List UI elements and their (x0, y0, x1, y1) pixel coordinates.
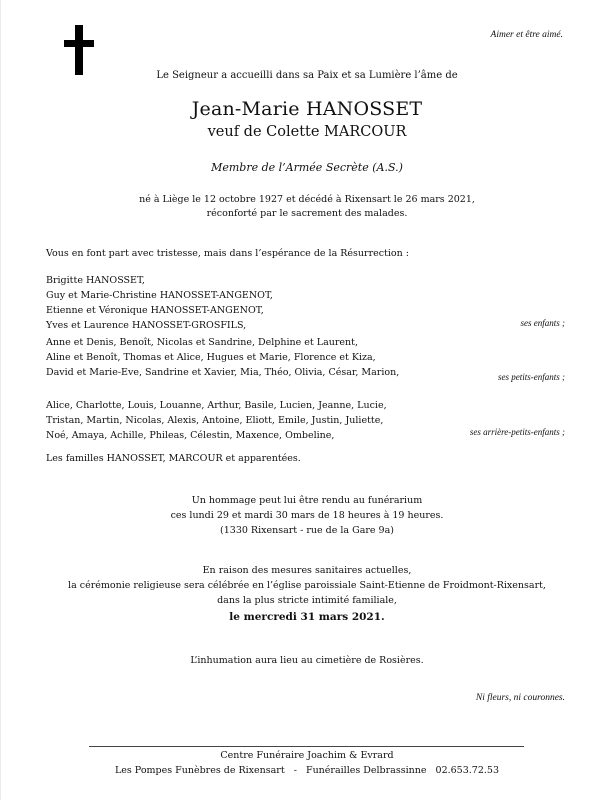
visitation-line: Un hommage peut lui être rendu au funérarium (191, 495, 423, 506)
ceremony-info (1, 563, 612, 608)
great-grandchildren-list (46, 398, 387, 443)
cross-icon (64, 25, 94, 75)
cross-horizontal-bar (64, 40, 94, 47)
grandchildren-list (46, 335, 399, 380)
ceremony-line: la cérémonie religieuse sera célébrée en l’église paroissiale Saint-Etienne de Froidmont-Rixensart, (68, 580, 546, 591)
deceased-name: Jean-Marie HANOSSET (191, 98, 423, 120)
visitation-address: (1330 Rixensart - rue de la Gare 9a) (220, 525, 394, 536)
list-item: Tristan, Martin, Nicolas, Alexis, Antoine, Eliott, Emile, Justin, Juliette, (46, 415, 384, 426)
families-line: Les familles HANOSSET, MARCOUR et apparentées. (46, 453, 301, 464)
birth-death-info (1, 193, 612, 221)
list-item: Guy et Marie-Christine HANOSSET-ANGENOT, (46, 290, 273, 301)
children-role: ses enfants ; (520, 318, 565, 328)
ceremony-line: dans la plus stricte intimité familiale, (217, 595, 397, 606)
intro-text: Le Seigneur a accueilli dans sa Paix et sa Lumière l’âme de (156, 70, 458, 81)
list-item: Brigitte HANOSSET, (46, 275, 145, 286)
membership: Membre de l’Armée Secrète (A.S.) (211, 161, 403, 174)
comfort-line: réconforté par le sacrement des malades. (206, 208, 408, 219)
birth-death-line: né à Liège le 12 octobre 1927 et décédé à Rixensart le 26 mars 2021, (139, 194, 475, 205)
list-item: Noé, Amaya, Achille, Phileas, Célestin, Maxence, Ombeline, (46, 430, 335, 441)
funeral-home-name: Centre Funéraire Joachim & Evrard (220, 750, 394, 761)
list-item: Yves et Laurence HANOSSET-GROSFILS, (46, 320, 247, 331)
no-flowers-note: Ni fleurs, ni couronnes. (475, 693, 565, 703)
ceremony-line: En raison des mesures sanitaires actuelles, (202, 565, 412, 576)
funeral-home-contact: Les Pompes Funèbres de Rixensart - Funérailles Delbrassinne 02.653.72.53 (114, 765, 499, 776)
widower-of: veuf de Colette MARCOUR (207, 124, 407, 140)
children-list (46, 273, 273, 333)
motto: Aimer et être aimé. (490, 30, 563, 40)
ceremony-date: le mercredi 31 mars 2021. (229, 611, 385, 623)
list-item: Anne et Denis, Benoît, Nicolas et Sandrine, Delphine et Laurent, (46, 337, 358, 348)
great-grandchildren-role: ses arrière-petits-enfants ; (469, 427, 565, 437)
burial-info: L’inhumation aura lieu au cimetière de Rosières. (190, 655, 424, 666)
cross-vertical-bar (75, 25, 83, 75)
announcement: Vous en font part avec tristesse, mais dans l’espérance de la Résurrection : (46, 248, 409, 259)
visitation-info (1, 493, 612, 538)
grandchildren-role: ses petits-enfants ; (498, 372, 565, 382)
list-item: Aline et Benoît, Thomas et Alice, Hugues et Marie, Florence et Kiza, (46, 352, 376, 363)
list-item: Alice, Charlotte, Louis, Louanne, Arthur, Basile, Lucien, Jeanne, Lucie, (46, 400, 387, 411)
visitation-line: ces lundi 29 et mardi 30 mars de 18 heures à 19 heures. (170, 510, 444, 521)
list-item: Etienne et Véronique HANOSSET-ANGENOT, (46, 305, 264, 316)
footer-divider (89, 746, 524, 747)
list-item: David et Marie-Eve, Sandrine et Xavier, Mia, Théo, Olivia, César, Marion, (46, 367, 400, 378)
